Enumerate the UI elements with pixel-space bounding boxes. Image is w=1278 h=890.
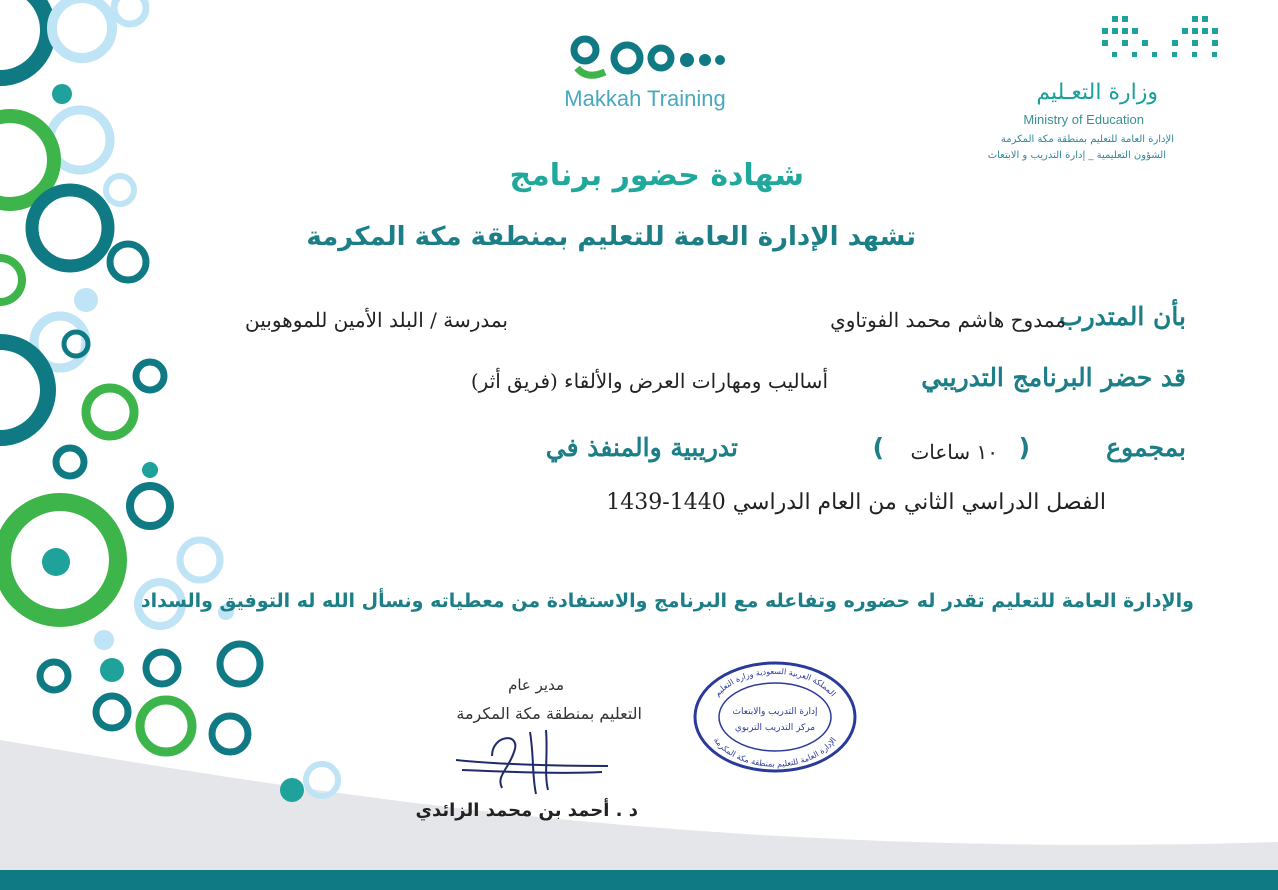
- director-title: مدير عام: [508, 676, 564, 694]
- training-logo-text: Makkah Training: [564, 86, 726, 111]
- attended-label: قد حضر البرنامج التدريبي: [921, 363, 1186, 392]
- ministry-name-ar: وزارة التعـليم: [1036, 80, 1158, 105]
- training-label: تدريبية والمنفذ في: [545, 433, 738, 462]
- trainee-label: بأن المتدرب: [1059, 302, 1186, 331]
- certificate-title: شهادة حضور برنامج: [509, 158, 804, 193]
- director-region: التعليم بمنطقة مكة المكرمة: [456, 704, 642, 723]
- school-name: بمدرسة / البلد الأمين للموهوبين: [245, 308, 508, 332]
- hours-close-paren: ): [872, 433, 884, 462]
- closing-statement: والإدارة العامة للتعليم تقدر له حضوره وتفاعله مع البرنامج والاستفادة من معطياته ونسأل الله له التوفيق والسداد: [140, 590, 1194, 612]
- circles-decoration: [0, 0, 360, 890]
- ministry-dots-icon: [1092, 12, 1242, 72]
- stamp-inner-2: مركز التدريب التربوي: [734, 723, 816, 733]
- semester-text: الفصل الدراسي الثاني من العام الدراسي 1440-1439: [606, 490, 1106, 515]
- trainee-name: ممدوح هاشم محمد الفوتاوي: [830, 308, 1066, 332]
- ministry-section: الشؤون التعليمية _ إدارة التدريب و الابتعاث: [987, 150, 1166, 161]
- official-stamp-icon: [692, 660, 858, 774]
- certificate-subtitle: تشهد الإدارة العامة للتعليم بمنطقة مكة المكرمة: [306, 222, 916, 252]
- signature-icon: [452, 726, 612, 796]
- director-name: د . أحمد بن محمد الزائدي: [415, 800, 638, 821]
- stamp-inner-1: إدارة التدريب والابتعاث: [732, 707, 818, 717]
- ministry-department: الإدارة العامة للتعليم بمنطقة مكة المكرمة: [1000, 134, 1174, 145]
- program-name: أساليب ومهارات العرض والألقاء (فريق أثر): [470, 369, 828, 393]
- training-hours: ١٠ ساعات: [910, 440, 998, 464]
- ministry-name-en: Ministry of Education: [1023, 112, 1144, 127]
- total-label: بمجموع: [1106, 433, 1186, 462]
- stamp-outer-top: المملكة العربية السعودية وزارة التعليم: [712, 666, 838, 699]
- stamp-outer-bottom: الإدارة العامة للتعليم بمنطقة مكة المكرمة: [711, 735, 839, 769]
- ministry-logo: [988, 12, 1248, 162]
- logo-mark-icon: [555, 28, 735, 88]
- makkah-training-logo: [555, 28, 745, 118]
- hours-open-paren: (: [1018, 433, 1030, 462]
